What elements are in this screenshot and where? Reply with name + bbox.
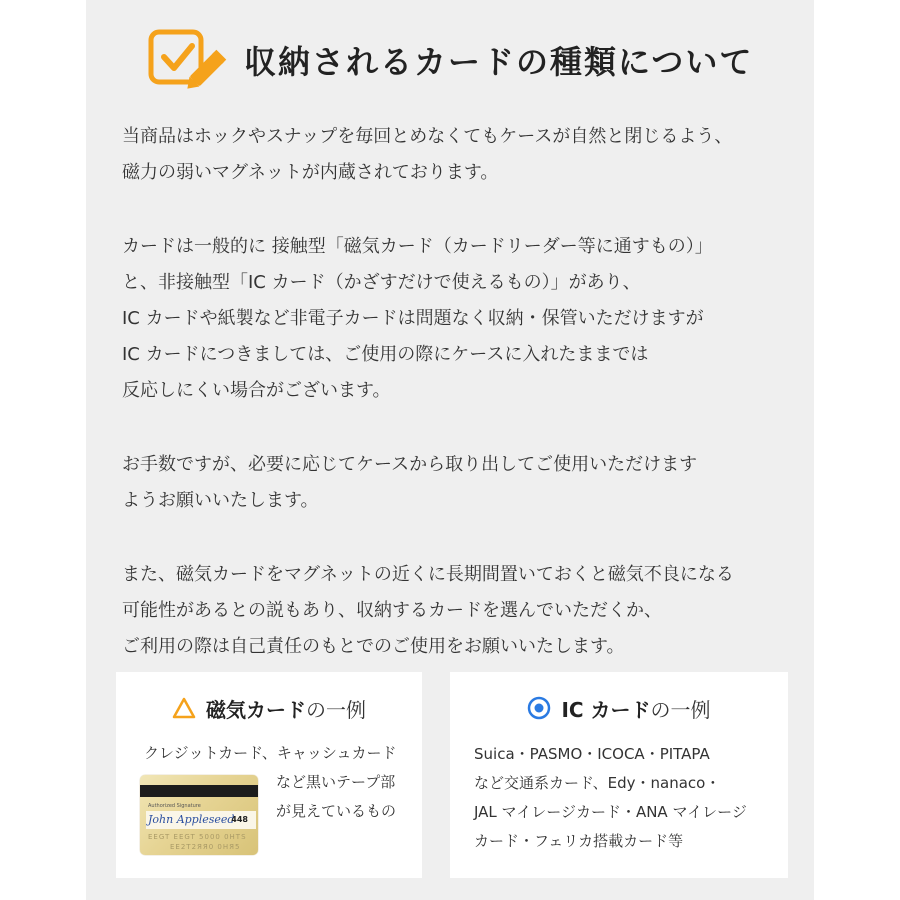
paragraph [122,447,802,519]
heading-suffix: の一例 [306,698,366,722]
card-auth-label: Authorized Signature [148,803,201,809]
text-line: ご利用の際は自己責任のもとでのご使用をお願いいたします。 [122,636,625,657]
ic-desc-line: JAL マイレージカード・ANA マイレージ [474,803,747,821]
paragraph [122,229,802,409]
text-line: 可能性があるとの説もあり、収納するカードを選んでいただくか、 [122,600,662,621]
text-line: 反応しにくい場合がございます。 [122,380,391,401]
heading-suffix: の一例 [650,698,711,722]
card-emboss: EE2T2ЯЯ0 0НЯ5 [170,843,241,851]
text-line: 当商品はホックやスナップを毎回とめなくてもケースが自然と閉じるよう、 [122,126,733,147]
ic-card-heading [450,694,788,725]
ic-desc [474,740,747,856]
checklist-pencil-icon [148,28,228,92]
text-line: IC カードにつきましては、ご使用の際にケースに入れたままでは [122,344,649,365]
heading-bold: IC カード [561,698,651,722]
paragraph [122,557,802,665]
heading-bold: 磁気カード [206,698,306,722]
magnetic-card-image [140,775,258,855]
magnetic-desc-line: など黒いテープ部 [276,773,396,791]
text-line: 磁力の弱いマグネットが内蔵されております。 [122,162,499,183]
text-line: IC カードや紙製など非電子カードは問題なく収納・保管いただけますが [122,308,704,329]
magnetic-stripe [140,785,258,797]
page-title: 収納されるカードの種類について [244,43,754,81]
target-ring-icon [527,696,551,725]
ic-desc-line: Suica・PASMO・ICOCA・PITAPA [474,745,710,763]
ic-desc-line: など交通系カード、Edy・nanaco・ [474,774,721,792]
magnetic-desc-line: が見えているもの [276,802,397,820]
card-emboss: EEGT EEGT 5000 0HTS [148,833,247,841]
ic-card-example-box [450,672,788,878]
description-text [122,119,802,665]
warning-triangle-icon [172,697,196,724]
magnetic-card-example-box [116,672,422,878]
text-line: と、非接触型「IC カード（かざすだけで使えるもの）」があり、 [122,272,641,293]
text-line: お手数ですが、必要に応じてケースから取り出してご使用いただけます [122,454,698,475]
magnetic-card-heading [116,694,422,724]
text-line: また、磁気カードをマグネットの近くに長期間置いておくと磁気不良になる [122,564,734,585]
text-line: カードは一般的に 接触型「磁気カード（カードリーダー等に通すもの）」 [122,236,713,257]
magnetic-desc-line: クレジットカード、キャッシュカード [144,744,397,762]
card-signature: John Appleseed [148,813,235,826]
text-line: ようお願いいたします。 [122,490,319,511]
section-header [148,28,753,92]
ic-desc-line: カード・フェリカ搭載カード等 [474,832,684,850]
card-cvv: 448 [231,815,248,824]
paragraph [122,119,802,191]
